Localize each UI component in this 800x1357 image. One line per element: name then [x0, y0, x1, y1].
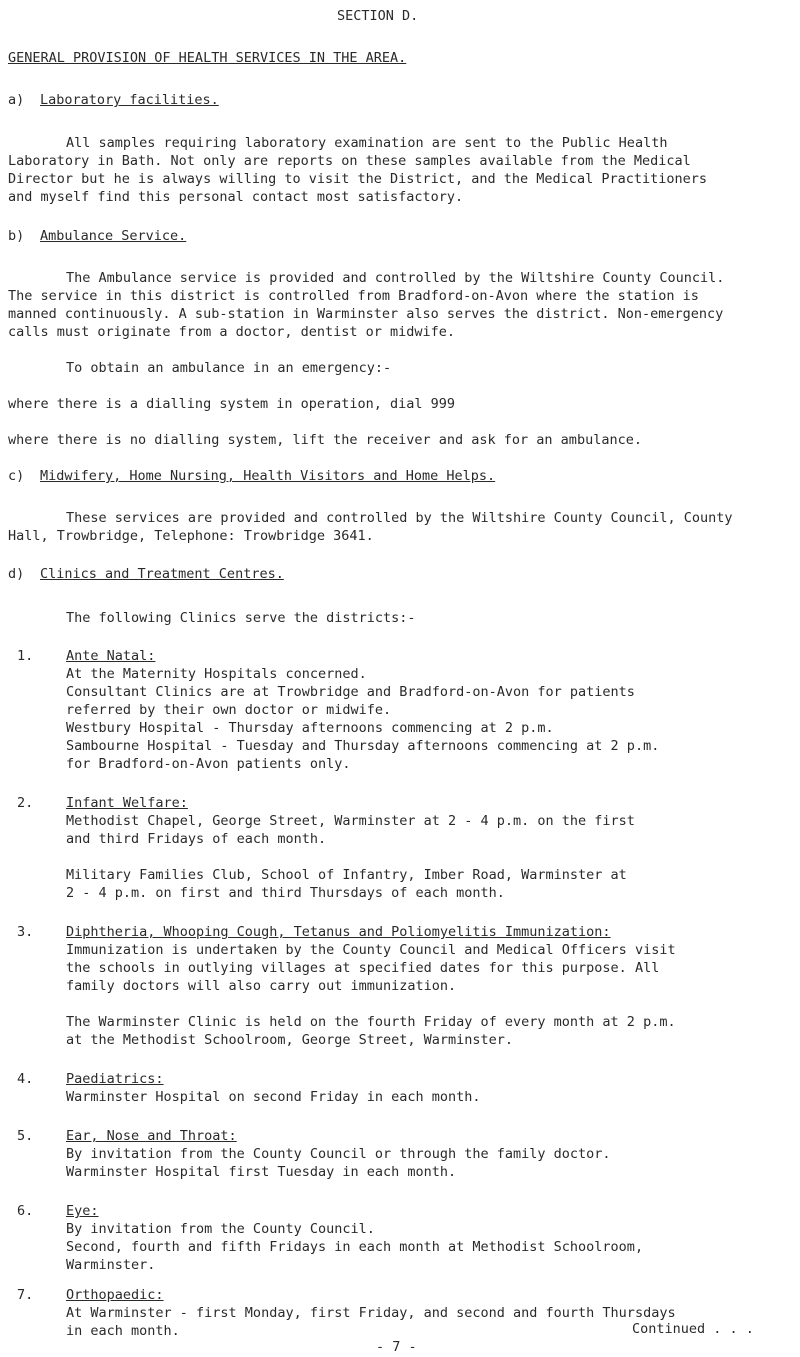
section-b-label: b) [8, 228, 25, 244]
clinic-item-1-number: 1. [17, 648, 34, 664]
clinic-item-2-line-3: Military Families Club, School of Infantry, Imber Road, Warminster at [66, 867, 627, 883]
clinic-item-7-line-1: At Warminster - first Monday, first Friday, and second and fourth Thursdays [66, 1305, 676, 1321]
section-c-line-1: These services are provided and controlled by the Wiltshire County Council, County [66, 510, 733, 526]
clinic-item-5-number: 5. [17, 1128, 34, 1144]
section-a-line-1: All samples requiring laboratory examination are sent to the Public Health [66, 135, 668, 151]
section-d-intro: The following Clinics serve the districts:- [66, 610, 416, 626]
continued-note: Continued . . . [632, 1321, 754, 1337]
clinic-item-1-line-1: At the Maternity Hospitals concerned. [66, 666, 367, 682]
section-label: SECTION D. [337, 8, 419, 24]
section-a-line-2: Laboratory in Bath. Not only are reports on these samples available from the Medical [8, 153, 691, 169]
section-b-line-3: manned continuously. A sub-station in Warminster also serves the district. Non-emergency [8, 306, 724, 322]
clinic-item-1-title: Ante Natal: [66, 648, 156, 664]
section-d-label: d) [8, 566, 25, 582]
clinic-item-6-line-1: By invitation from the County Council. [66, 1221, 375, 1237]
section-a-line-3: Director but he is always willing to visit the District, and the Medical Practitioners [8, 171, 707, 187]
section-b-line-1: The Ambulance service is provided and controlled by the Wiltshire County Council. [66, 270, 725, 286]
section-b-obtain: To obtain an ambulance in an emergency:- [66, 360, 392, 376]
clinic-item-6-number: 6. [17, 1203, 34, 1219]
clinic-item-2-line-2: and third Fridays of each month. [66, 831, 327, 847]
section-b-nodial: where there is no dialling system, lift the receiver and ask for an ambulance. [8, 432, 642, 448]
clinic-item-7-title: Orthopaedic: [66, 1287, 164, 1303]
section-a-line-4: and myself find this personal contact most satisfactory. [8, 189, 464, 205]
clinic-item-3-line-2: the schools in outlying villages at specified dates for this purpose. All [66, 960, 660, 976]
section-b-line-2: The service in this district is controlled from Bradford-on-Avon where the station is [8, 288, 699, 304]
page-heading: GENERAL PROVISION OF HEALTH SERVICES IN THE AREA. [8, 50, 407, 66]
clinic-item-5-line-2: Warminster Hospital first Tuesday in each month. [66, 1164, 457, 1180]
clinic-item-1-line-2: Consultant Clinics are at Trowbridge and Bradford-on-Avon for patients [66, 684, 635, 700]
clinic-item-3-line-3: family doctors will also carry out immunization. [66, 978, 457, 994]
clinic-item-1-line-4: Westbury Hospital - Thursday afternoons commencing at 2 p.m. [66, 720, 554, 736]
clinic-item-4-title: Paediatrics: [66, 1071, 164, 1087]
clinic-item-1-line-3: referred by their own doctor or midwife. [66, 702, 392, 718]
clinic-item-2-line-1: Methodist Chapel, George Street, Warminster at 2 - 4 p.m. on the first [66, 813, 635, 829]
clinic-item-3-number: 3. [17, 924, 34, 940]
clinic-item-2-number: 2. [17, 795, 34, 811]
section-b-title: Ambulance Service. [40, 228, 187, 244]
clinic-item-7-number: 7. [17, 1287, 34, 1303]
clinic-item-6-line-2: Second, fourth and fifth Fridays in each month at Methodist Schoolroom, [66, 1239, 644, 1255]
clinic-item-3-line-4: The Warminster Clinic is held on the fourth Friday of every month at 2 p.m. [66, 1014, 676, 1030]
section-a-title: Laboratory facilities. [40, 92, 219, 108]
clinic-item-3-line-5: at the Methodist Schoolroom, George Street, Warminster. [66, 1032, 514, 1048]
clinic-item-3-line-1: Immunization is undertaken by the County Council and Medical Officers visit [66, 942, 676, 958]
clinic-item-4-line-1: Warminster Hospital on second Friday in each month. [66, 1089, 481, 1105]
clinic-item-4-number: 4. [17, 1071, 34, 1087]
section-c-line-2: Hall, Trowbridge, Telephone: Trowbridge 3641. [8, 528, 374, 544]
section-a-label: a) [8, 92, 25, 108]
page-number: - 7 - [376, 1339, 417, 1355]
section-c-title: Midwifery, Home Nursing, Health Visitors and Home Helps. [40, 468, 496, 484]
clinic-item-6-title: Eye: [66, 1203, 99, 1219]
section-c-label: c) [8, 468, 25, 484]
section-b-dial: where there is a dialling system in operation, dial 999 [8, 396, 456, 412]
section-b-line-4: calls must originate from a doctor, dentist or midwife. [8, 324, 456, 340]
section-d-title: Clinics and Treatment Centres. [40, 566, 284, 582]
clinic-item-1-line-6: for Bradford-on-Avon patients only. [66, 756, 351, 772]
clinic-item-2-line-4: 2 - 4 p.m. on first and third Thursdays of each month. [66, 885, 505, 901]
clinic-item-5-title: Ear, Nose and Throat: [66, 1128, 237, 1144]
clinic-item-1-line-5: Sambourne Hospital - Tuesday and Thursday afternoons commencing at 2 p.m. [66, 738, 660, 754]
clinic-item-7-line-2: in each month. [66, 1323, 180, 1339]
clinic-item-2-title: Infant Welfare: [66, 795, 188, 811]
clinic-item-5-line-1: By invitation from the County Council or through the family doctor. [66, 1146, 611, 1162]
clinic-item-3-title: Diphtheria, Whooping Cough, Tetanus and Poliomyelitis Immunization: [66, 924, 611, 940]
clinic-item-6-line-3: Warminster. [66, 1257, 156, 1273]
